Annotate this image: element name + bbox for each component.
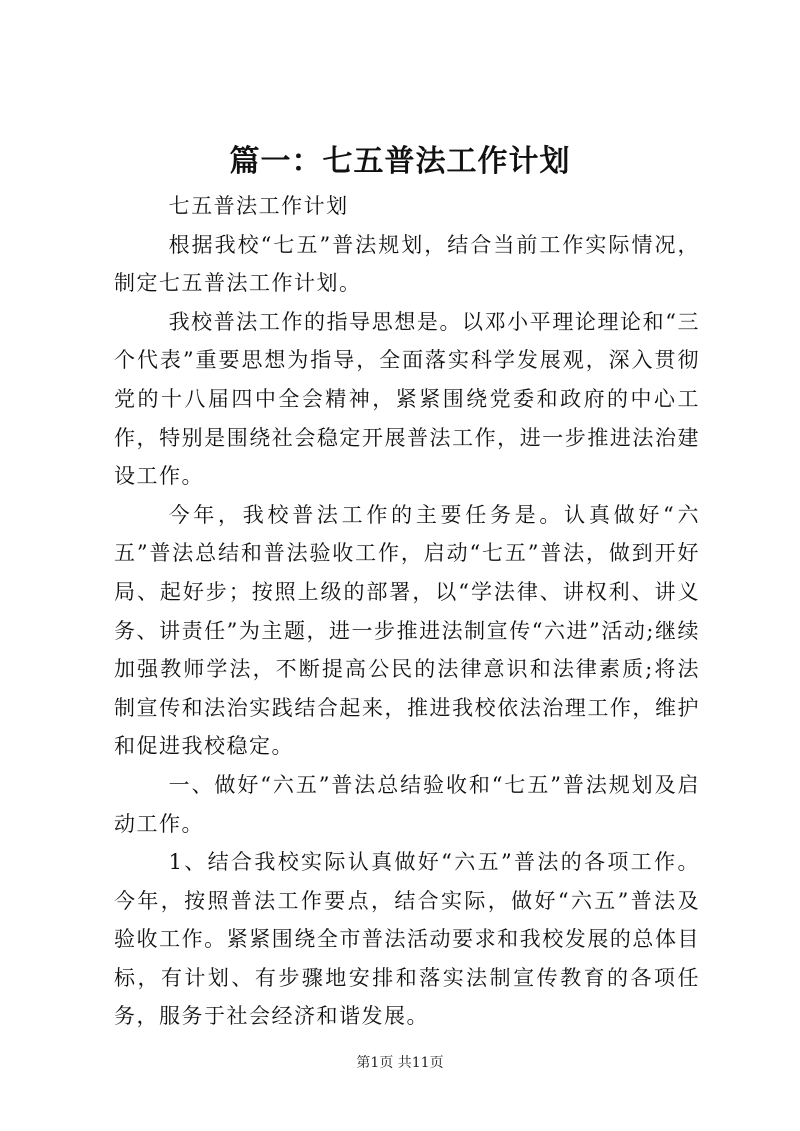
document-body [114, 187, 700, 1036]
paragraph-subtitle: 七五普法工作计划 [168, 194, 349, 218]
paragraph-guiding-thought: 我校普法工作的指导思想是。以邓小平理论理论和“三个代表”重要思想为指导，全面落实科学发展观，深入贯彻党的十八届四中全会精神，紧紧围绕党委和政府的中心工作，特别是围绕社会稳定开展普法工作，进一步推进法治建设工作。 [114, 309, 700, 489]
document-title: 篇一：七五普法工作计划 [229, 144, 571, 179]
paragraph-main-tasks: 今年，我校普法工作的主要任务是。认真做好“六五”普法总结和普法验收工作，启动“七五”普法，做到开好局、起好步；按照上级的部署，以“学法律、讲权利、讲义务、讲责任”为主题，进一步推进法制宣传“六进”活动;继续加强教师学法，不断提高公民的法律意识和法律素质;将法制宣传和法治实践结合起来，推进我校依法治理工作，维护和促进我校稳定。 [114, 502, 700, 759]
paragraph-item-1: 1、结合我校实际认真做好“六五”普法的各项工作。今年，按照普法工作要点，结合实际，做好“六五”普法及验收工作。紧紧围绕全市普法活动要求和我校发展的总体目标，有计划、有步骤地安排和落实法制宣传教育的各项任务，服务于社会经济和谐发展。 [114, 850, 700, 1029]
page-footer: 第1页 共11页 [356, 1055, 444, 1071]
paragraph-intro: 根据我校“七五”普法规划，结合当前工作实际情况，制定七五普法工作计划。 [114, 232, 700, 296]
paragraph-section-heading: 一、做好“六五”普法总结验收和“七五”普法规划及启动工作。 [114, 772, 700, 836]
